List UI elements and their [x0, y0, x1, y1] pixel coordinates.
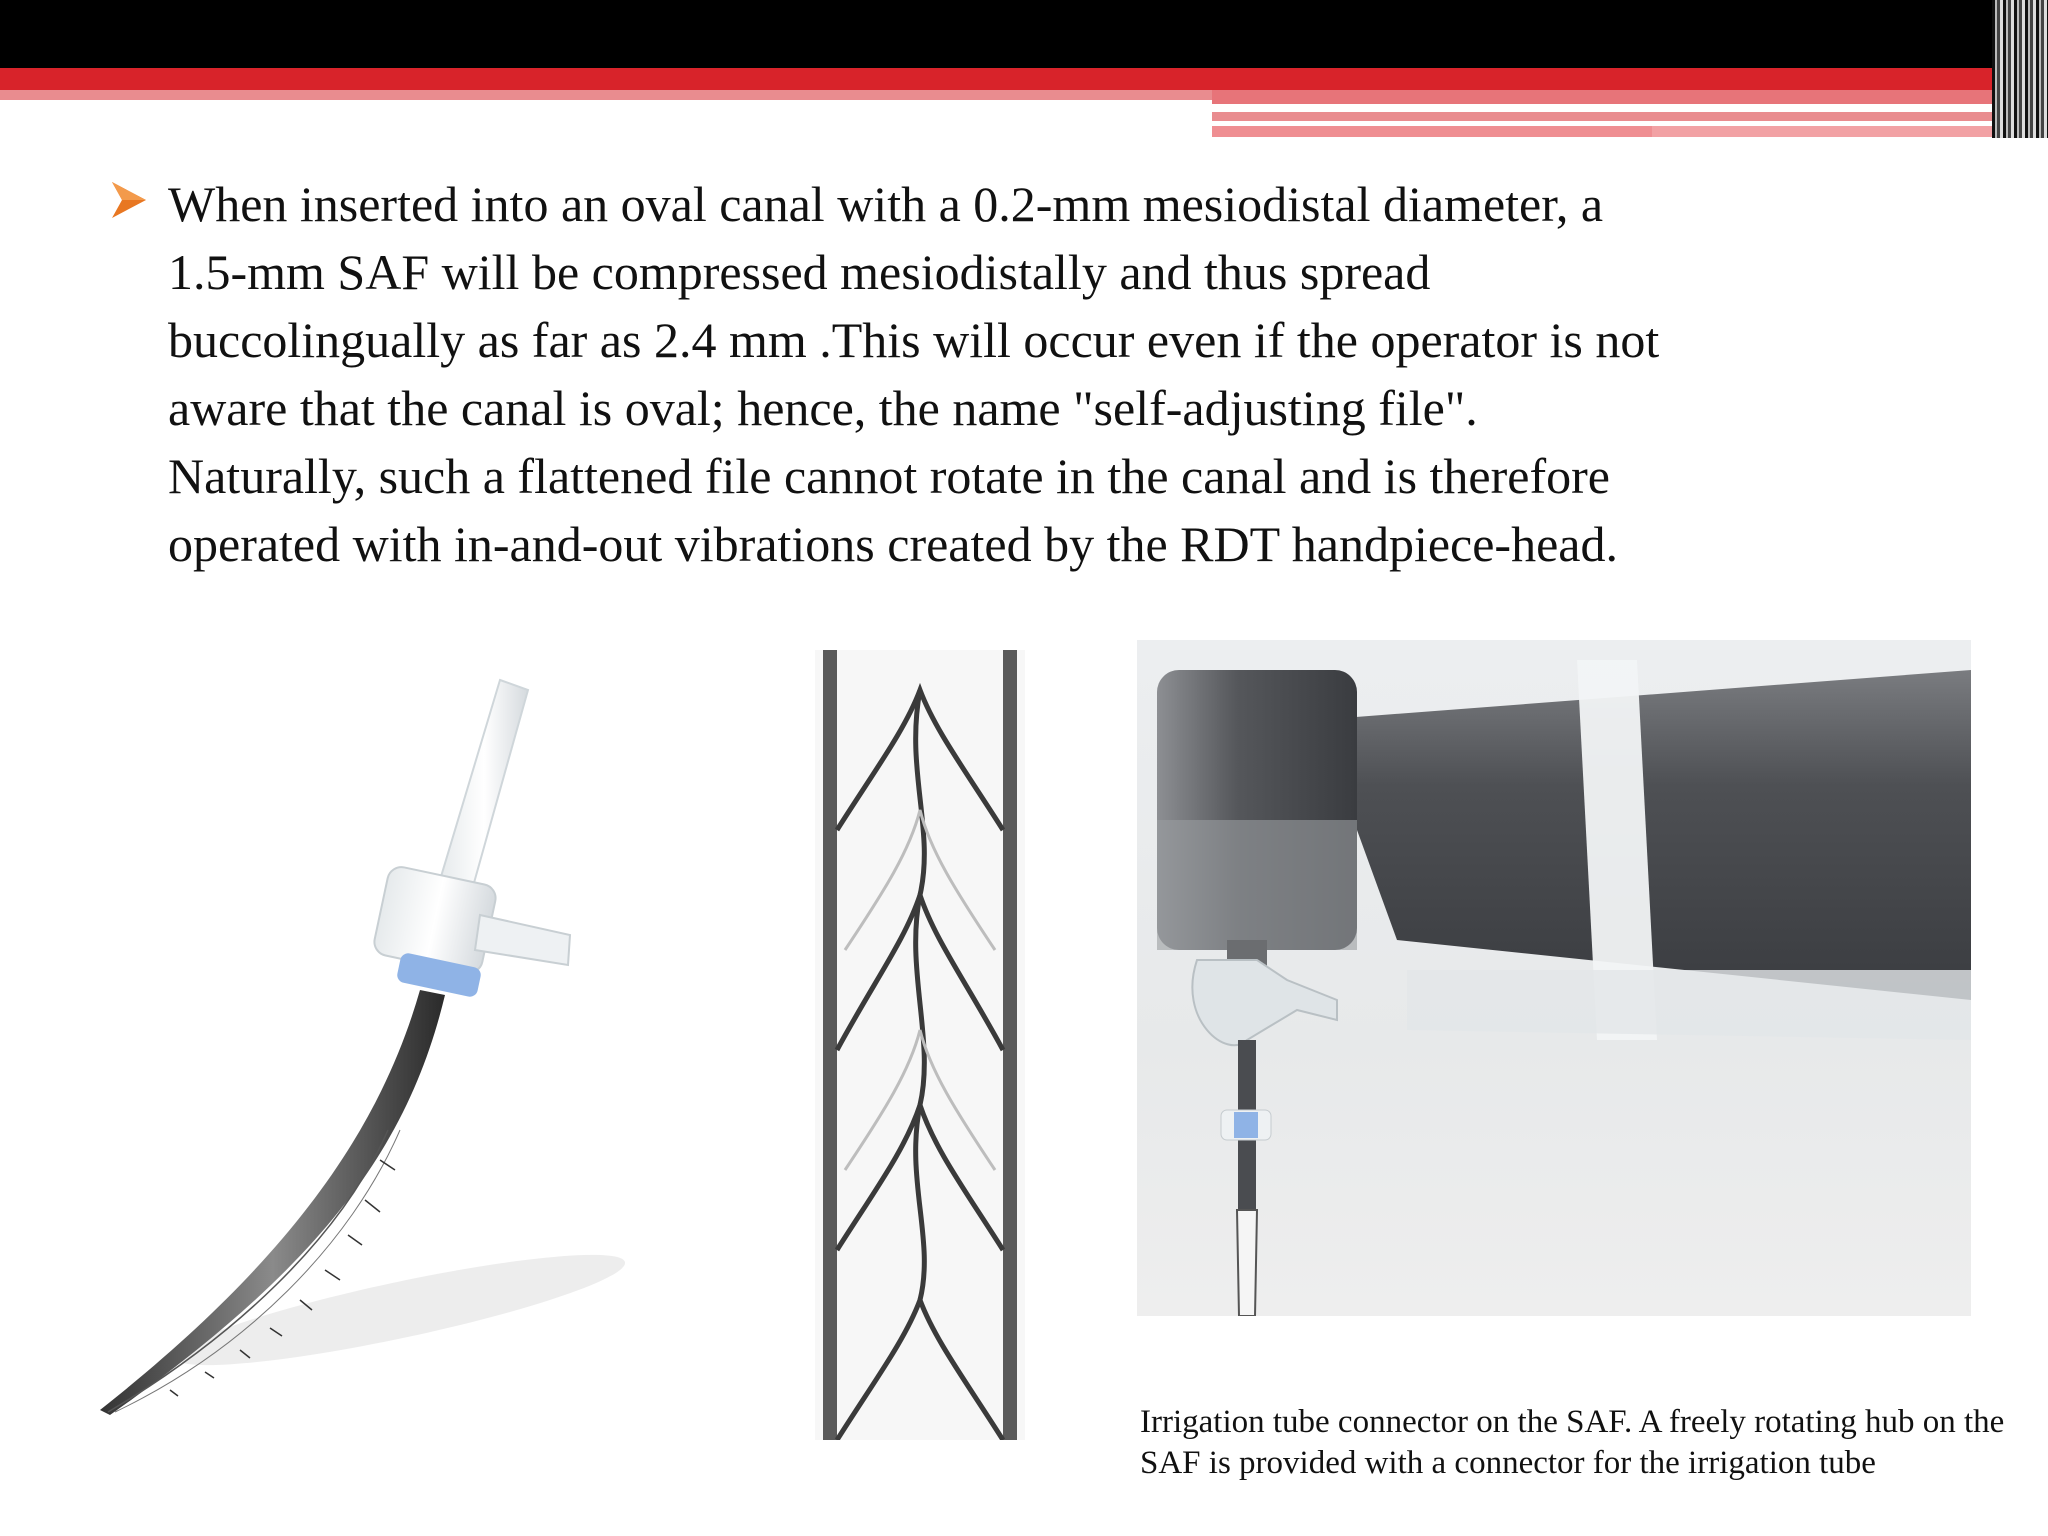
header-stripe	[1212, 112, 2002, 121]
bullet-paragraph	[110, 170, 1980, 578]
header-red-band	[0, 68, 2000, 90]
header-black-bar	[0, 0, 2048, 68]
bullet-text: When inserted into an oval canal with a 0.2-mm mesiodistal diameter, a 1.5-mm SAF will be compressed mesiodistally and thus spread buccolingually as far as 2.4 mm .This will occur even if the operator is not aware that the canal is oval; hence, the name "self-adjusting file". Naturally, such a flattened file cannot rotate in the canal and is therefore operated with in-and-out vibrations created by the RDT handpiece-head.	[168, 176, 1660, 572]
header-stripe	[1212, 126, 1652, 137]
photo-caption: Irrigation tube connector on the SAF. A freely rotating hub on the SAF is provided with a connector for the irrigation tube	[1140, 1404, 2005, 1481]
header-pink-band	[0, 90, 1212, 100]
header-stripe	[1652, 126, 2002, 137]
saf-file-photo	[80, 660, 660, 1420]
saf-lattice-photo	[815, 650, 1025, 1440]
handpiece-photo	[1137, 640, 1971, 1316]
header-stripe	[1212, 90, 2002, 104]
header-barcode-decoration	[1992, 0, 2048, 138]
arrow-bullet-icon	[110, 170, 168, 578]
